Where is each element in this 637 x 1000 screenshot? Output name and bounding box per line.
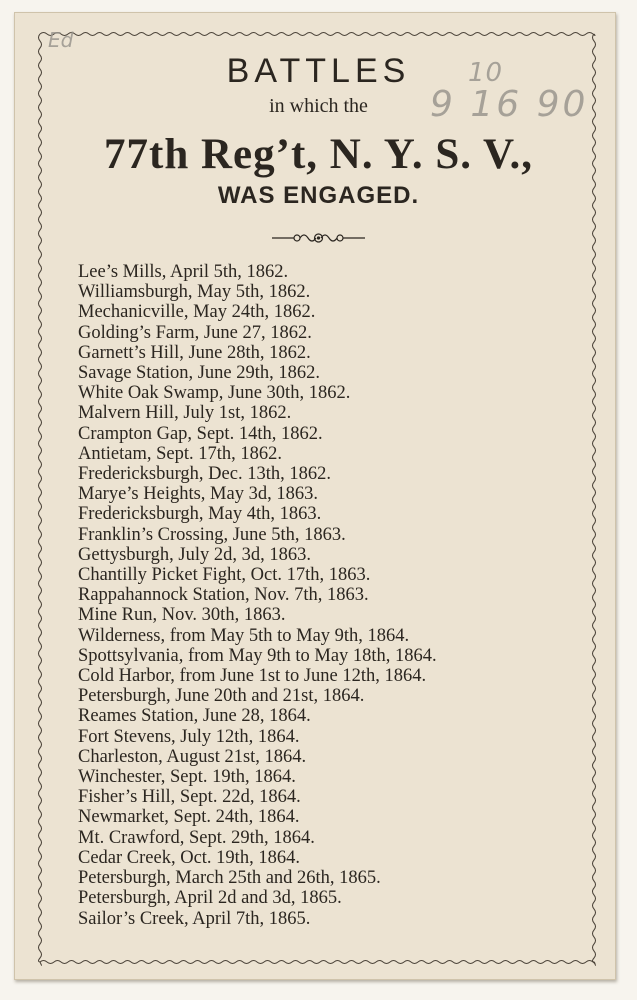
battle-item: Petersburgh, April 2d and 3d, 1865. <box>78 888 342 909</box>
battle-item: Williamsburgh, May 5th, 1862. <box>78 282 311 303</box>
battle-item: Fisher’s Hill, Sept. 22d, 1864. <box>78 787 301 808</box>
regiment-title: 77th Reg’t, N. Y. S. V., <box>104 131 533 178</box>
battle-item: Crampton Gap, Sept. 14th, 1862. <box>78 423 323 444</box>
battle-item: Golding’s Farm, June 27, 1862. <box>78 322 312 343</box>
battle-item: Mine Run, Nov. 30th, 1863. <box>78 605 286 626</box>
scroll-ornament-icon <box>0 228 637 248</box>
card-subheading: in which the <box>269 95 368 117</box>
battle-item: Fort Stevens, July 12th, 1864. <box>78 726 300 747</box>
border-line <box>40 33 595 36</box>
battle-item: Rappahannock Station, Nov. 7th, 1863. <box>78 585 369 606</box>
battle-item: Charleston, August 21st, 1864. <box>78 746 307 767</box>
card-heading: BATTLES <box>226 52 411 90</box>
battle-item: Marye’s Heights, May 3d, 1863. <box>78 484 318 505</box>
battle-item: Cedar Creek, Oct. 19th, 1864. <box>78 847 300 868</box>
battle-item: Cold Harbor, from June 1st to June 12th, 1864. <box>78 666 427 687</box>
pencil-note-date: 9 16 90 <box>430 84 589 125</box>
battle-item: Spottsylvania, from May 9th to May 18th, 1864. <box>78 645 437 666</box>
battle-item: Franklin’s Crossing, June 5th, 1863. <box>78 524 346 545</box>
battle-item: Malvern Hill, July 1st, 1862. <box>78 403 292 424</box>
battle-item: Mechanicville, May 24th, 1862. <box>78 302 316 323</box>
battle-item: Sailor’s Creek, April 7th, 1865. <box>78 908 311 929</box>
battle-item: Lee’s Mills, April 5th, 1862. <box>78 262 289 282</box>
border-line <box>40 961 595 964</box>
battle-item: Fredericksburgh, Dec. 13th, 1862. <box>78 464 331 485</box>
engaged-title: WAS ENGAGED. <box>217 182 420 209</box>
battle-item: Garnett’s Hill, June 28th, 1862. <box>78 342 311 363</box>
battle-item: Winchester, Sept. 19th, 1864. <box>78 767 296 788</box>
battle-item: Savage Station, June 29th, 1862. <box>78 363 321 384</box>
battle-item: Newmarket, Sept. 24th, 1864. <box>78 807 300 828</box>
battle-item: Gettysburgh, July 2d, 3d, 1863. <box>78 544 311 565</box>
battle-item: Chantilly Picket Fight, Oct. 17th, 1863. <box>78 565 371 586</box>
battle-item: Petersburgh, March 25th and 26th, 1865. <box>78 868 381 889</box>
battle-item: Fredericksburgh, May 4th, 1863. <box>78 504 322 525</box>
battle-item: Mt. Crawford, Sept. 29th, 1864. <box>78 827 315 848</box>
battle-item: White Oak Swamp, June 30th, 1862. <box>78 383 351 404</box>
battle-list <box>78 262 437 929</box>
pencil-note-number: 10 <box>468 58 504 88</box>
pencil-note-ed: Ed <box>48 28 74 52</box>
battle-item: Antietam, Sept. 17th, 1862. <box>78 443 282 464</box>
battle-item: Reames Station, June 28, 1864. <box>78 706 311 727</box>
battle-item: Wilderness, from May 5th to May 9th, 1864. <box>78 625 410 646</box>
battle-item: Petersburgh, June 20th and 21st, 1864. <box>78 686 365 707</box>
